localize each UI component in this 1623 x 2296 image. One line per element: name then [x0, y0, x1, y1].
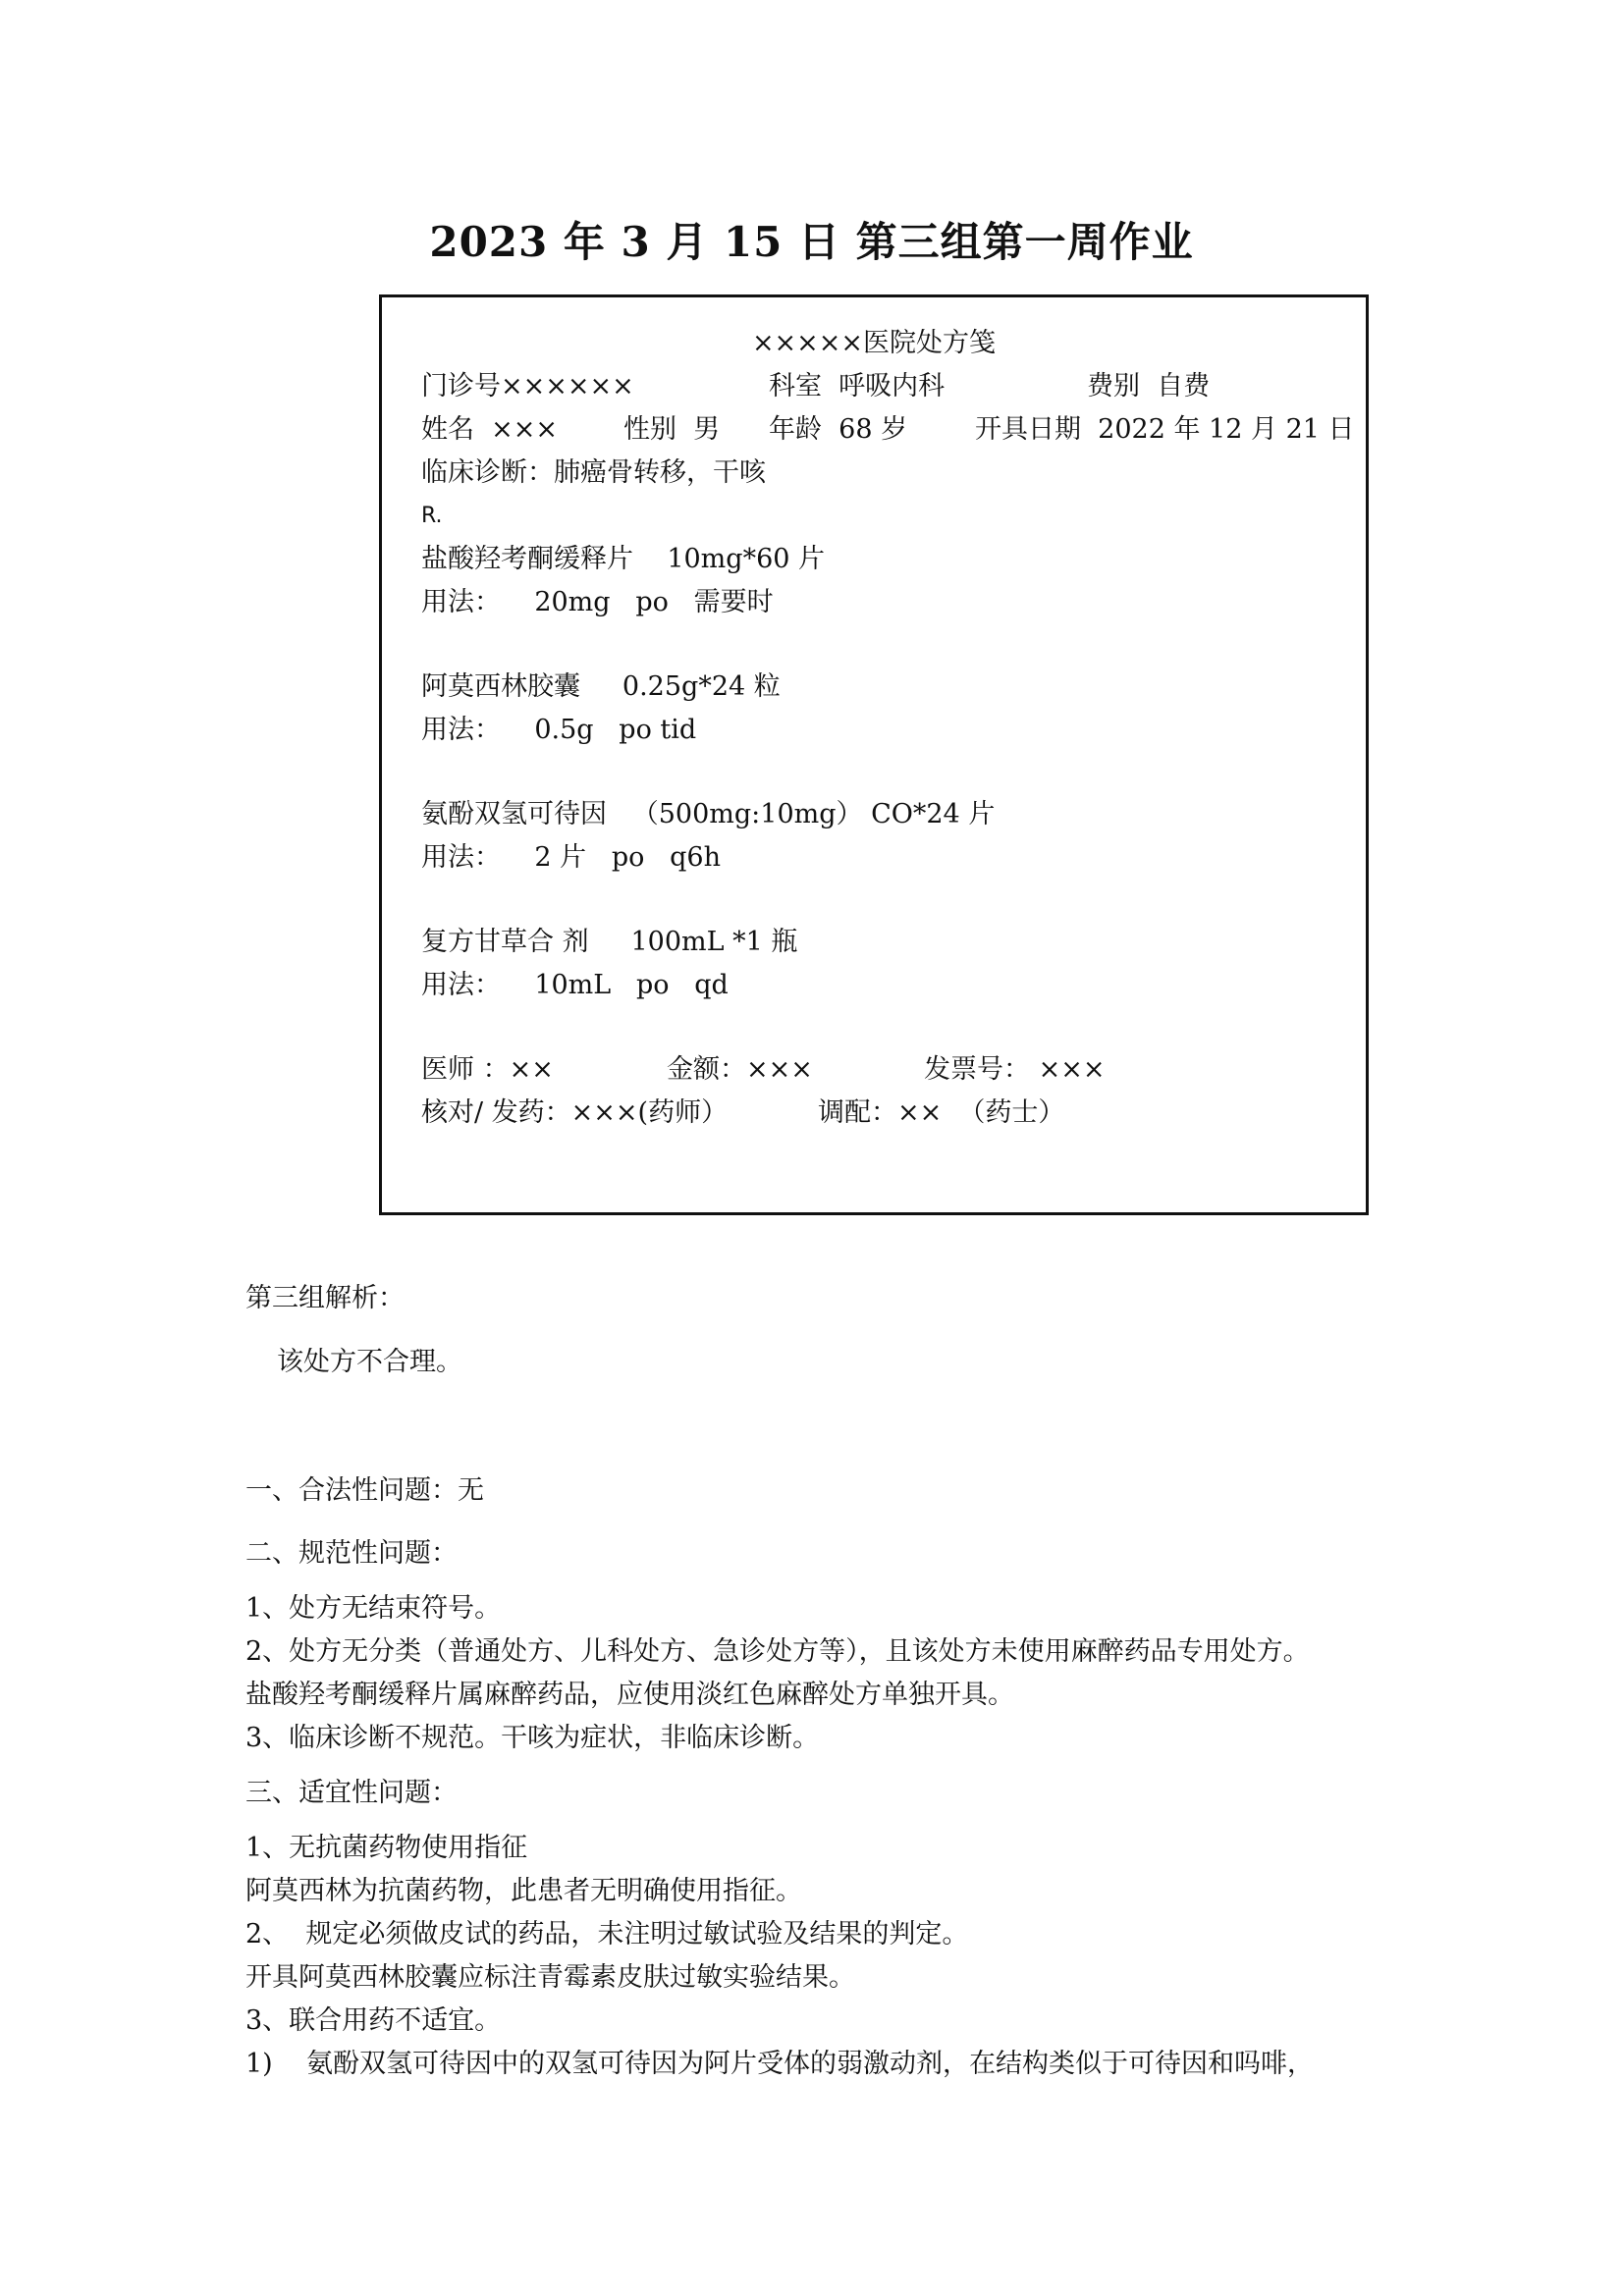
prescription-header: ×××××医院处方笺	[751, 328, 997, 358]
list-item: 盐酸羟考酮缓释片属麻醉药品，应使用淡红色麻醉处方单独开具。	[245, 1680, 1014, 1710]
list-item: 1、处方无结束符号。	[245, 1593, 502, 1624]
section-legality: 一、合法性问题：无	[245, 1475, 484, 1506]
drug-usage: 用法： 0.5g po tid	[421, 715, 697, 745]
rp-mark: R.	[421, 504, 443, 528]
list-item: 3、临床诊断不规范。干咳为症状，非临床诊断。	[245, 1723, 820, 1753]
list-item: 1) 氨酚双氢可待因中的双氢可待因为阿片受体的弱激动剂，在结构类似于可待因和吗啡，	[245, 2049, 1315, 2079]
invoice-number: 发票号： ×××	[924, 1054, 1106, 1085]
doctor: 医师 ：××	[421, 1054, 554, 1085]
amount: 金额：×××	[667, 1054, 813, 1085]
list-item: 2、处方无分类（普通处方、儿科处方、急诊处方等），且该处方未使用麻醉药品专用处方。	[245, 1636, 1310, 1667]
drug-name: 氨酚双氢可待因 （500mg:10mg） CO*24 片	[421, 799, 996, 829]
list-item: 阿莫西林为抗菌药物，此患者无明确使用指征。	[245, 1876, 802, 1906]
analysis-heading: 第三组解析：	[245, 1283, 405, 1313]
compounding: 调配：×× （药士）	[818, 1097, 1065, 1128]
section-standardization: 二、规范性问题：	[245, 1538, 458, 1569]
list-item: 1、无抗菌药物使用指征	[245, 1833, 528, 1863]
section-appropriateness: 三、适宜性问题：	[245, 1778, 458, 1808]
drug-name: 盐酸羟考酮缓释片 10mg*60 片	[421, 544, 826, 574]
department: 科室 呼吸内科	[769, 371, 946, 401]
patient-age: 年龄 68 岁	[769, 414, 908, 445]
prescription-form	[379, 294, 1369, 1215]
patient-name: 姓名 ×××	[421, 414, 559, 445]
drug-usage: 用法： 10mL po qd	[421, 970, 729, 1000]
outpatient-number: 门诊号××××××	[421, 371, 634, 401]
drug-usage: 用法： 20mg po 需要时	[421, 587, 774, 617]
drug-name: 复方甘草合 剂 100mL *1 瓶	[421, 927, 798, 957]
drug-usage: 用法： 2 片 po q6h	[421, 842, 721, 873]
analysis-verdict: 该处方不合理。	[277, 1347, 462, 1377]
fee-type: 费别 自费	[1087, 371, 1211, 401]
list-item: 2、 规定必须做皮试的药品，未注明过敏试验及结果的判定。	[245, 1919, 969, 1949]
prescription-date: 开具日期 2022 年 12 月 21 日	[975, 414, 1355, 445]
page-title: 2023 年 3 月 15 日 第三组第一周作业	[429, 218, 1194, 266]
list-item: 3、联合用药不适宜。	[245, 2005, 502, 2036]
list-item: 开具阿莫西林胶囊应标注青霉素皮肤过敏实验结果。	[245, 1962, 855, 1993]
clinical-diagnosis: 临床诊断：肺癌骨转移，干咳	[421, 457, 766, 488]
check-dispense: 核对/ 发药：×××(药师）	[421, 1097, 729, 1128]
drug-name: 阿莫西林胶囊 0.25g*24 粒	[421, 671, 781, 702]
patient-gender: 性别 男	[623, 414, 721, 445]
